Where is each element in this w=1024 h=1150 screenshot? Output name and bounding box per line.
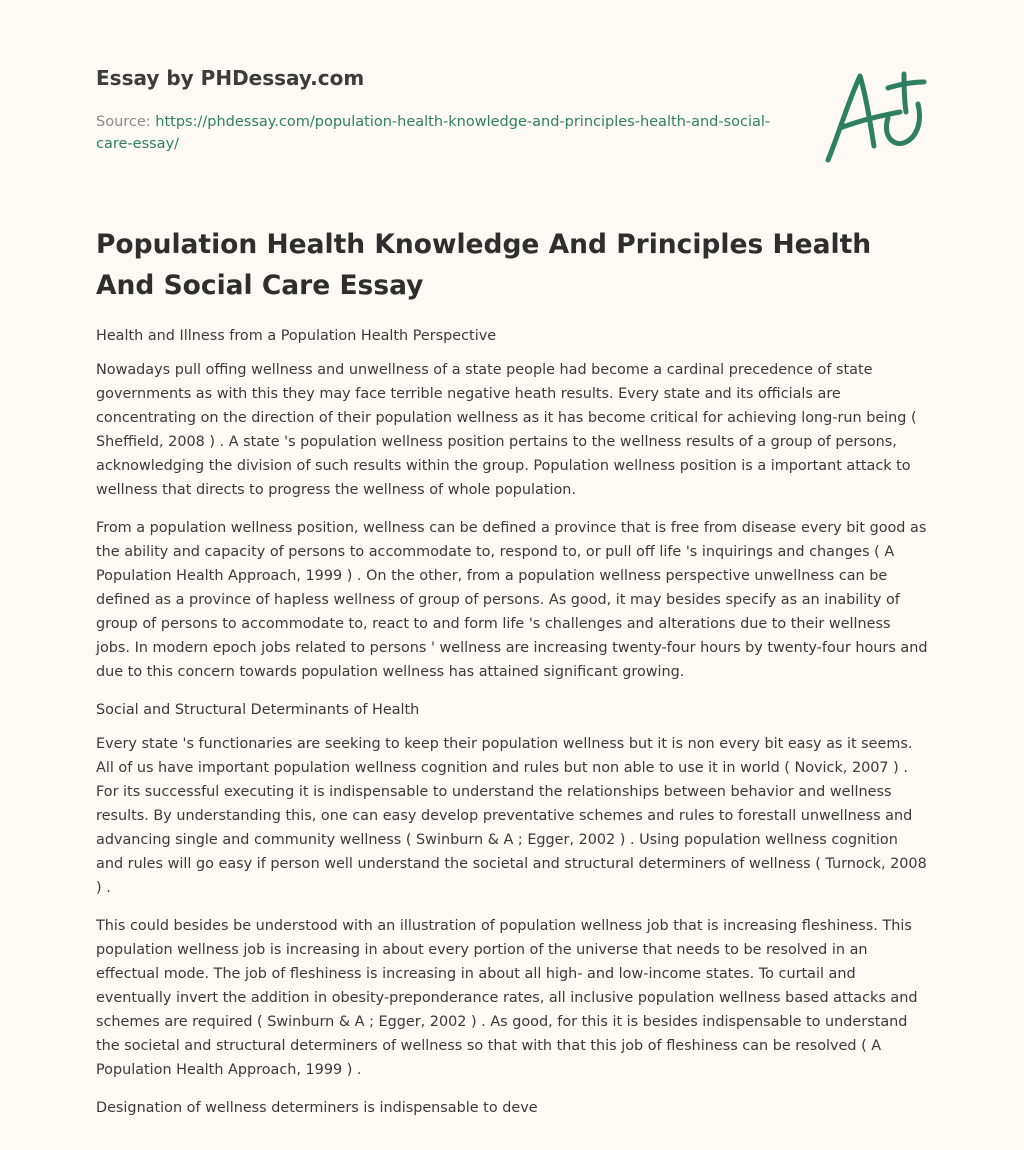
a-plus-logo <box>822 66 930 166</box>
paragraph: From a population wellness position, wellness can be defined a province that is free from disease every bit good as the ability and capacity of persons to accommodate to, respond to, or pull off life 's inquirings and changes ( A Population Health Approach, 1999 ) . On the other, from a population wellness perspective unwellness can be defined as a province of hapless wellness of group of persons. As good, it may besides specify as an inability of group of persons to accommodate to, react to and form life 's challenges and alterations due to their wellness jobs. In modern epoch jobs related to persons ' wellness are increasing twenty-four hours by twenty-four hours and due to this concern towards population wellness has attained significant growing. <box>96 520 928 680</box>
paragraph: Designation of wellness determiners is indispensable to deve <box>96 1100 538 1116</box>
paragraph: This could besides be understood with an illustration of population wellness job that is increasing fleshiness. This population wellness job is increasing in about every portion of the universe that needs to be resolved in an effectual mode. The job of fleshiness is increasing in about all high- and low-income states. To curtail and eventually invert the addition in obesity-preponderance rates, all inclusive population wellness based attacks and schemes are required ( Swinburn & A ; Egger, 2002 ) . As good, for this it is besides indispensable to understand the societal and structural determiners of wellness so that with that this job of fleshiness can be resolved ( A Population Health Approach, 1999 ) . <box>96 918 918 1078</box>
paragraph: Nowadays pull offing wellness and unwellness of a state people had become a cardinal precedence of state governments as with this they may face terrible negative heath results. Every state and its officials are concentrating on the direction of their population wellness as it has become critical for achieving long-run being ( Sheffield, 2008 ) . A state 's population wellness position pertains to the wellness results of a group of persons, acknowledging the division of such results within the group. Population wellness position is a important attack to wellness that directs to progress the wellness of whole population. <box>96 362 917 498</box>
paragraph: Every state 's functionaries are seeking to keep their population wellness but it is non every bit easy as it seems. All of us have important population wellness cognition and rules but non able to use it in world ( Novick, 2007 ) . For its successful executing it is indispensable to understand the relationships between behavior and wellness results. By understanding this, one can easy develop preventative schemes and rules to forestall unwellness and advancing single and community wellness ( Swinburn & A ; Egger, 2002 ) . Using population wellness cognition and rules will go easy if person well understand the societal and structural determiners of wellness ( Turnock, 2008 ) . <box>96 736 927 896</box>
essay-body <box>96 324 928 1134</box>
site-brand: Essay by PHDessay.com <box>96 66 365 90</box>
essay-title: Population Health Knowledge And Principles Health And Social Care Essay <box>96 229 872 301</box>
source-line <box>96 111 776 155</box>
source-label: Source: <box>96 114 156 130</box>
section-heading: Health and Illness from a Population Health Perspective <box>96 328 497 344</box>
source-link[interactable]: https://phdessay.com/population-health-knowledge-and-principles-health-and-social-care-essay/ <box>96 114 771 152</box>
section-heading: Social and Structural Determinants of Health <box>96 702 420 718</box>
